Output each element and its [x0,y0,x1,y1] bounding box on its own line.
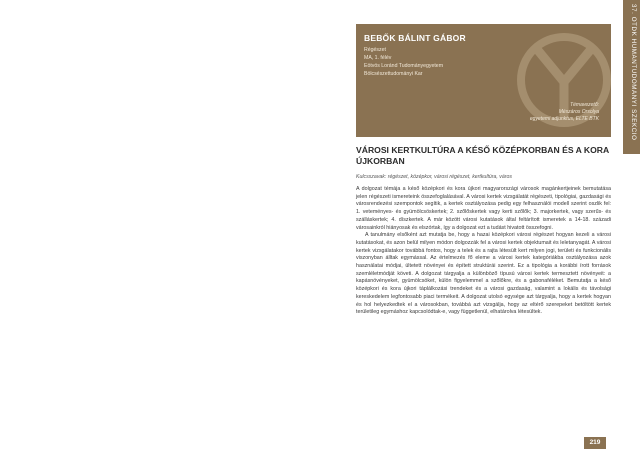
article-header-box [356,24,611,137]
section-side-tab [623,0,640,154]
author-affiliation [364,46,443,78]
body-paragraph: A tanulmány elsőként azt mutatja be, hogy a hazai középkori városi régészet hogyan kezeli a városi kutatásokat, és azon belül milyen módon dolgozzák fel a városi kertek objektumait és leletanyagát. A városi kertek vizsgálatakor továbbá fontos, hogy a telek és a rajta létesült kert milyen jogi, területi és funkcionális viszonyban álltak egymással. Az értelmezés fő eleme a városi kertek kategóriákba osztályozása azok használatai módjai, ültetett növényei és épített struktúrái szerint. Ez a tipológia a korábbi írott források szemléletmódját követi. A dolgozat tárgyalja a különböző típusú városi kertek termesztett növényeit: a kapásnövényeket, gyümölcsöket, külön figyelemmel a szőlőkre, és a gabonaféléket. Bemutatja a késő középkori és kora újkori táplálkozási trendeket és a városi gazdaság, valamint a lokális és távolsági kereskedelem legfontosabb piaci termékeit. A dolgozat utolsó egysége azt tárgyalja, hogy a kertek hogyan és hol helyezkedtek el a városokban, továbbá azt vizsgálja, hogy az eltérő szerepeket betöltött kertek területileg egymáshoz kapcsolódtak-e, vagy függetlenül, elhatárolva létesültek. [356,232,611,316]
article-body [356,186,611,317]
article-title: VÁROSI KERTKULTÚRA A KÉSŐ KÖZÉPKORBAN ÉS A KORA ÚJKORBAN [356,145,609,166]
supervisor-label: Témavezető: [570,102,599,108]
affiliation-line: MA, 1. félév [364,55,392,61]
affiliation-line: Eötvös Loránd Tudományegyetem [364,63,444,69]
author-name: BEBŐK BÁLINT GÁBOR [364,33,466,43]
supervisor-name: Mészáros Orsolya [558,109,599,115]
section-side-label: 37. OTDK HUMÁNTUDOMÁNYI SZEKCIÓ [630,4,637,141]
body-paragraph: A dolgozat témája a késő középkori és kora újkori magyarországi városok magánkertjeinek bemutatása jelen régészeti ismereteink összefoglalásával. A városi kertek vizsgálatát régészeti, tipológiai, gazdasági és városrendezési szempontok segítik, a kertek osztályozása pedig egy felhasználói modell szerint oszlik fel: 1. veteményes- és gyümölcsöskertek; 2. szőlőskertek vagy kerti szőlők; 3. majorkertek, vagy szerűs- és szálláskertek; 4. díszkertek. A már között városi kutatások által feltárított ismeretek a 14-18. századi városainkról hiányosak és elszórtak, így a dolgozat ezt a tudást hivatott összefogni. [356,186,611,231]
page-number: 219 [584,437,606,449]
supervisor-block [530,102,599,123]
article-keywords: Kulcsszavak: régészet, középkor, városi régészet, kertkultúra, város [356,174,512,180]
supervisor-title: egyetemi adjunktus, ELTE BTK [529,116,599,122]
affiliation-line: Bölcsészettudományi Kar [364,71,423,77]
affiliation-line: Régészet [364,47,386,53]
